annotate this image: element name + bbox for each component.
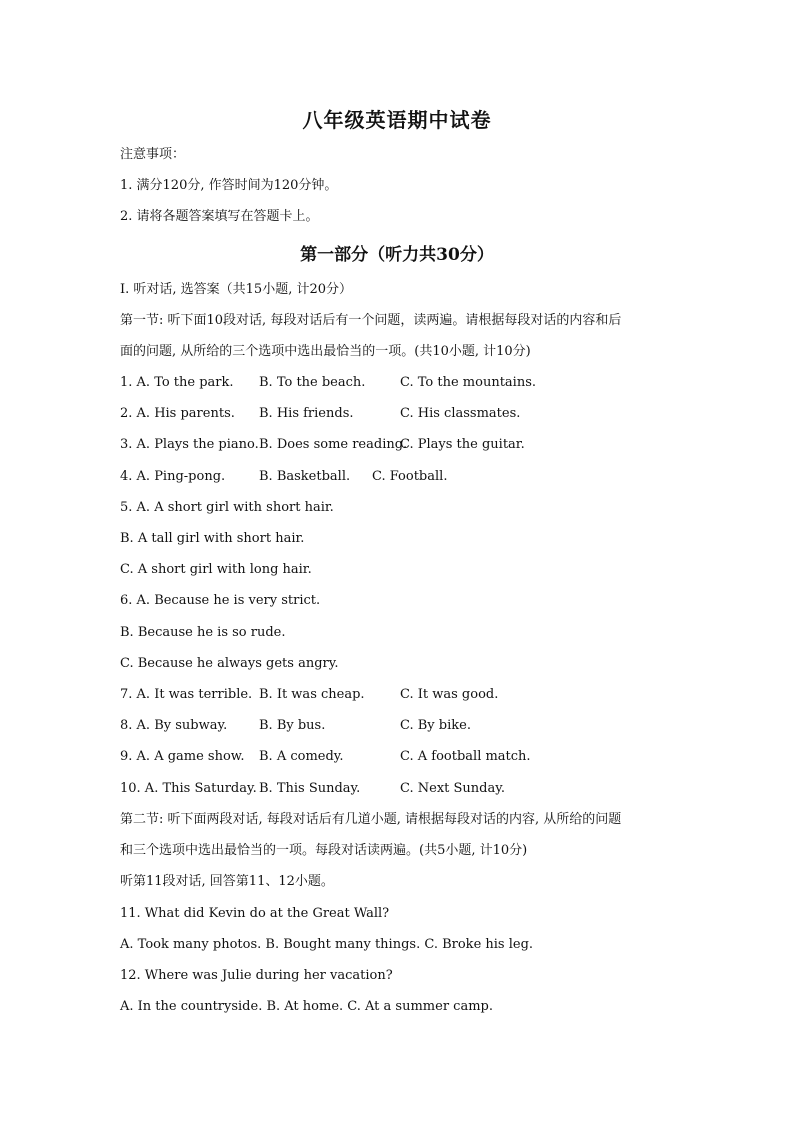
q12-options: A. In the countryside. B. At home. C. At a summer camp. (120, 999, 493, 1014)
page-title: 八年级英语期中试卷 (302, 108, 492, 132)
q7-option-a: 7. A. It was terrible. (120, 687, 253, 702)
section1-instructions-line1: 第一节: 听下面10段对话, 每段对话后有一个问题，读两遍。请根据每段对话的内容和后 (120, 313, 622, 328)
q11-options: A. Took many photos. B. Bought many things. C. Broke his leg. (120, 937, 534, 952)
section2-instructions-line1: 第二节: 听下面两段对话, 每段对话后有几道小题, 请根据每段对话的内容, 从所给的问题 (120, 812, 622, 827)
part1-heading: 第一部分（听力共30分） (300, 245, 494, 265)
q5-option-b: B. A tall girl with short hair. (120, 531, 305, 546)
q5-option-c: C. A short girl with long hair. (120, 562, 312, 577)
subsection-i-heading: I. 听对话, 选答案（共15小题, 计20分） (120, 282, 353, 297)
q6-option-c: C. Because he always gets angry. (120, 656, 339, 671)
q8-option-c: C. By bike. (400, 718, 471, 733)
q4-option-c: C. Football. (372, 469, 448, 484)
q8-option-b: B. By bus. (259, 718, 326, 733)
q12-stem: 12. Where was Julie during her vacation? (120, 968, 393, 983)
q6-option-b: B. Because he is so rude. (120, 625, 286, 640)
q9-option-a: 9. A. A game show. (120, 749, 245, 764)
notice-item-1: 1. 满分120分, 作答时间为120分钟。 (120, 178, 338, 193)
q3-option-a: 3. A. Plays the piano. (120, 437, 259, 452)
q9-option-b: B. A comedy. (259, 749, 344, 764)
q8-option-a: 8. A. By subway. (120, 718, 228, 733)
q3-option-c: C. Plays the guitar. (400, 437, 525, 452)
q5-option-a: 5. A. A short girl with short hair. (120, 500, 334, 515)
q4-option-b: B. Basketball. (259, 469, 351, 484)
q2-option-c: C. His classmates. (400, 406, 521, 421)
q1-option-c: C. To the mountains. (400, 375, 536, 390)
q6-option-a: 6. A. Because he is very strict. (120, 593, 321, 608)
q10-option-b: B. This Sunday. (259, 781, 361, 796)
q7-option-b: B. It was cheap. (259, 687, 365, 702)
section2-instructions-line2: 和三个选项中选出最恰当的一项。每段对话读两遍。(共5小题, 计10分) (120, 843, 528, 858)
q4-option-a: 4. A. Ping-pong. (120, 469, 226, 484)
q10-option-a: 10. A. This Saturday. (120, 781, 257, 796)
q1-option-b: B. To the beach. (259, 375, 366, 390)
q10-option-c: C. Next Sunday. (400, 781, 505, 796)
q7-option-c: C. It was good. (400, 687, 499, 702)
q2-option-b: B. His friends. (259, 406, 354, 421)
q3-option-b: B. Does some reading. (259, 437, 408, 452)
dialog-11-instruction: 听第11段对话, 回答第11、12小题。 (120, 874, 334, 889)
q9-option-c: C. A football match. (400, 749, 531, 764)
q1-option-a: 1. A. To the park. (120, 375, 234, 390)
q2-option-a: 2. A. His parents. (120, 406, 235, 421)
notice-item-2: 2. 请将各题答案填写在答题卡上。 (120, 209, 319, 224)
section1-instructions-line2: 面的问题, 从所给的三个选项中选出最恰当的一项。(共10小题, 计10分) (120, 344, 531, 359)
notice-heading: 注意事项： (120, 147, 186, 162)
q11-stem: 11. What did Kevin do at the Great Wall? (120, 906, 390, 921)
